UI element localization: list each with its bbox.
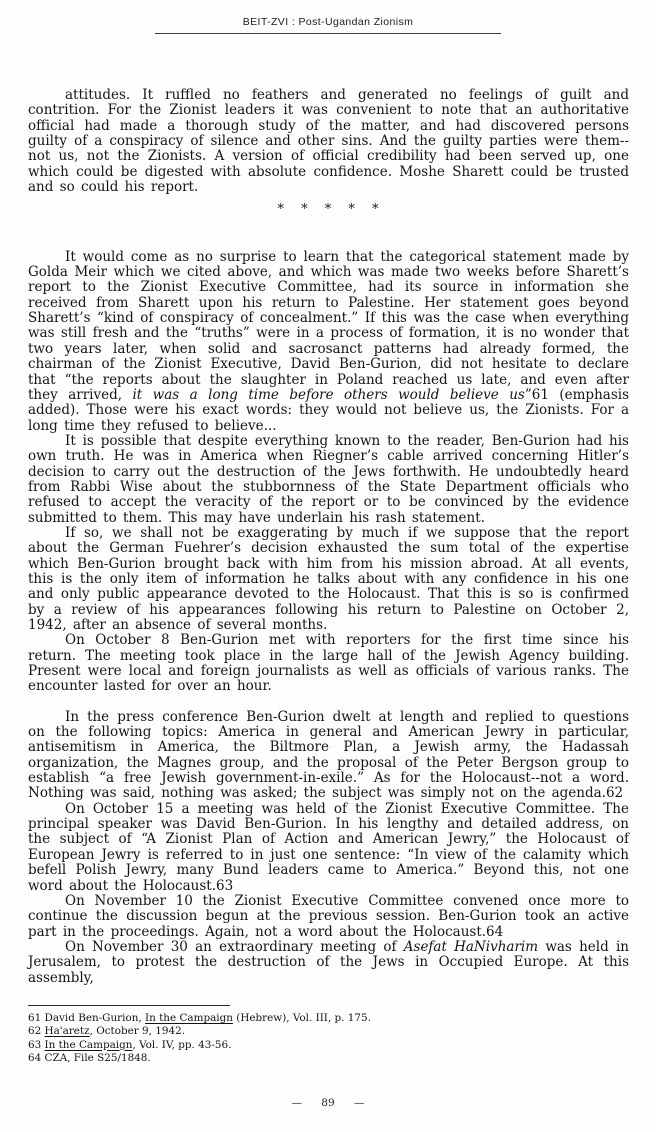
body-text	[28, 88, 629, 986]
body-paragraph: attitudes. It ruffled no feathers and generated no feelings of guilt and contrition. For the Zionist leaders it was convenient to note that an authoritative official had made a thorough study of the matter, and had discovered persons guilty of a conspiracy of silence and other sins. And the guilty parties were them--not us, not the Zionists. A version of official credibility had been served up, one which could be digested with absolute confidence. Moshe Sharett could be trusted and so could his report.	[28, 87, 629, 196]
body-paragraph: In the press conference Ben-Gurion dwelt at length and replied to questions on the following topics: America in general and American Jewry in particular, antisemitism in America, the Biltmore Plan, a Jewish army, the Hadassah organization, the Magnes group, and the proposal of the Peter Bergson group to establish “a free Jewish government-in-exile.” As for the Holocaust--not a word. Nothing was said, nothing was asked; the subject was simply not on the agenda.62	[28, 708, 629, 802]
body-paragraph: On November 10 the Zionist Executive Committee convened once more to continue the discussion begun at the previous session. Ben-Gurion took an active part in the proceedings. Again, not a word about the Holocaust.64	[28, 892, 629, 940]
footnote-rule	[28, 1005, 230, 1006]
body-paragraph: It would come as no surprise to learn that the categorical statement made by Golda Meir which we cited above, and which was made two weeks before Sharett’s report to the Zionist Executive Committee, had its source in information she received from Sharett upon his return to Palestine. Her statement goes beyond Sharett’s “kind of conspiracy of concealment.” If this was the case when everything was still fresh and the “truths” were in a process of formation, it is no wonder that two years later, when solid and sacrosanct patterns had already formed, the chairman of the Zionist Executive, David Ben-Gurion, did not hesitate to declare that “the reports about the slaughter in Poland reached us late, and even after they arrived, it was a long time before others would believe us”61 (emphasis added). Those were his exact words: they would not believe us, the Zionists. For a long time they refused to believe...	[28, 248, 629, 434]
body-paragraph: If so, we shall not be exaggerating by much if we suppose that the report about the German Fuehrer’s decision exhausted the sum total of the expertise which Ben-Gurion brought back with him from his mission abroad. At all events, this is the only item of information he talks about with any confidence in his one and only public appearance devoted to the Holocaust. That this is so is confirmed by a review of his appearances following his return to Palestine on October 2, 1942, after an absence of several months.	[28, 524, 629, 633]
section-separator: * * * * *	[277, 202, 380, 218]
header-rule	[155, 33, 501, 34]
running-head-title: BEIT-ZVI : Post-Ugandan Zionism	[242, 16, 414, 28]
footnote: 62 Ha'aretz, October 9, 1942.	[28, 1025, 186, 1038]
footnote: 61 David Ben-Gurion, In the Campaign (Hebrew), Vol. III, p. 175.	[28, 1012, 371, 1024]
body-paragraph: It is possible that despite everything known to the reader, Ben-Gurion had his own truth. He was in America when Riegner’s cable arrived concerning Hitler’s decision to carry out the destruction of the Jews forthwith. He undoubtedly heard from Rabbi Wise about the stubbornness of the State Department officials who refused to accept the veracity of the report or to be convinced by the evidence submitted to them. This may have underlain his rash statement.	[28, 432, 629, 526]
body-paragraph: On November 30 an extraordinary meeting of Asefat HaNivharim was held in Jerusalem, to protest the destruction of the Jews in Occupied Europe. At this assembly,	[28, 938, 630, 986]
page-number: — 89 —	[291, 1097, 365, 1109]
footnote: 63 In the Campaign, Vol. IV, pp. 43-56.	[28, 1038, 232, 1051]
body-paragraph: On October 15 a meeting was held of the Zionist Executive Committee. The principal speaker was David Ben-Gurion. In his lengthy and detailed address, on the subject of “A Zionist Plan of Action and American Jewry,” the Holocaust of European Jewry is referred to in just one sentence: “In view of the calamity which befell Polish Jewry, many Bund leaders came to America.” Beyond this, not one word about the Holocaust.63	[28, 800, 629, 894]
body-paragraph: On October 8 Ben-Gurion met with reporters for the first time since his return. The meeting took place in the large hall of the Jewish Agency building. Present were local and foreign journalists as well as officials of various ranks. The encounter lasted for over an hour.	[28, 632, 629, 695]
footnote: 64 CZA, File S25/1848.	[28, 1051, 151, 1064]
footnotes-block	[28, 1012, 508, 1065]
